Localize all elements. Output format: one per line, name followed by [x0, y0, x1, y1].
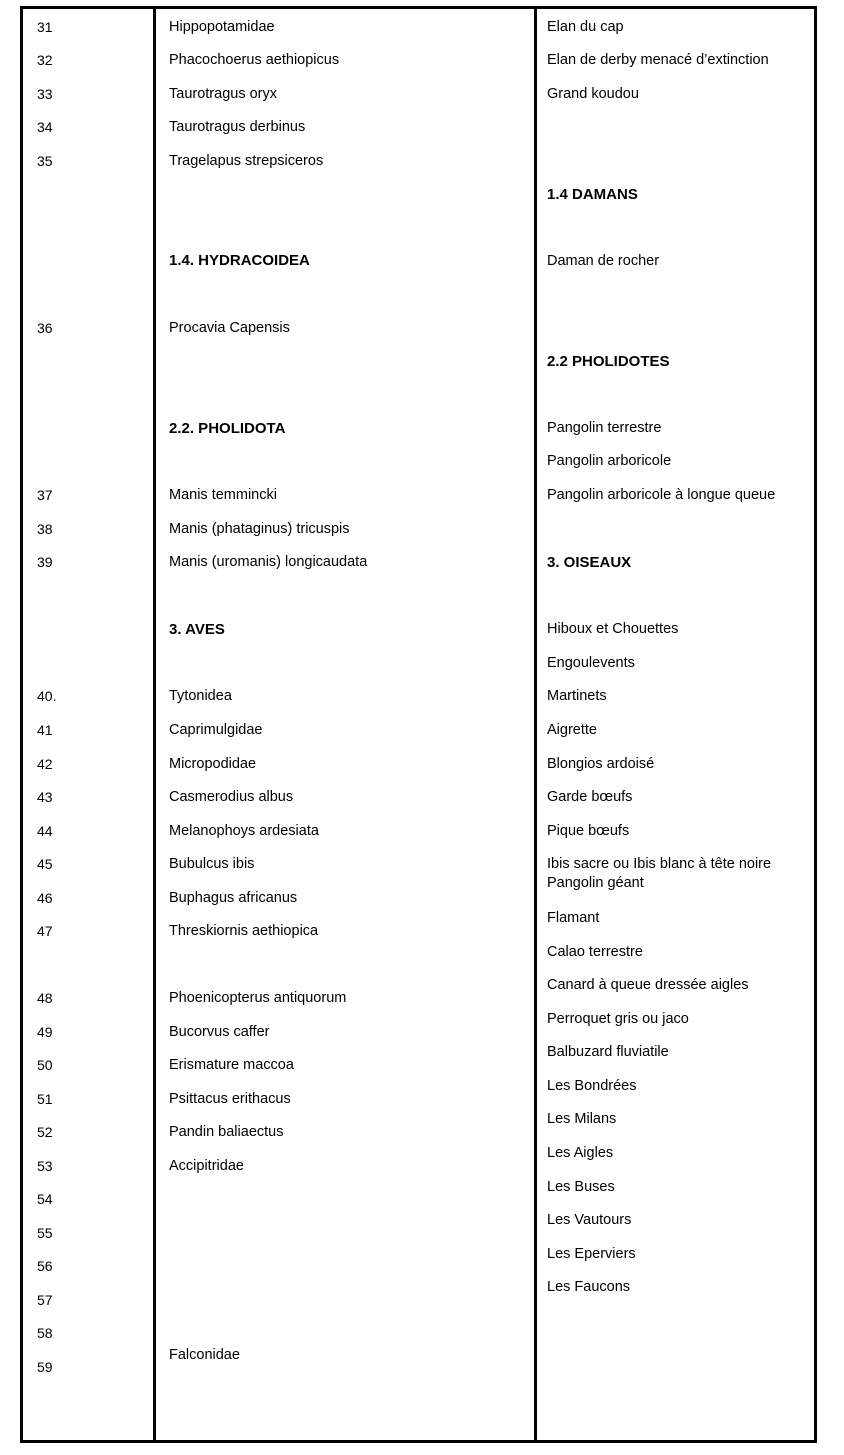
row-number-5: 36: [37, 320, 53, 336]
row-number-9: 40.: [37, 688, 57, 704]
french-name-28: Les Vautours: [547, 1212, 632, 1228]
row-number-27: 58: [37, 1325, 53, 1341]
french-name-24: Les Bondrées: [547, 1078, 637, 1094]
row-number-21: 52: [37, 1124, 53, 1140]
row-number-28: 59: [37, 1359, 53, 1375]
french-name-19: Flamant: [547, 910, 600, 926]
row-number-19: 50: [37, 1057, 53, 1073]
table-columns: [23, 9, 814, 1440]
french-name-15: Garde bœufs: [547, 789, 633, 805]
scientific-name-5: 1.4. HYDRACOIDEA: [169, 252, 310, 269]
scientific-name-13: Caprimulgidae: [169, 722, 263, 738]
french-name-12: Martinets: [547, 688, 607, 704]
column-nom-scientifique: [156, 9, 537, 1440]
french-name-1: Elan de derby menacé d’extinction: [547, 52, 769, 68]
scientific-name-16: Melanophoys ardesiata: [169, 823, 319, 839]
scientific-name-24: Pandin baliaectus: [169, 1124, 284, 1140]
scientific-name-15: Casmerodius albus: [169, 789, 294, 805]
scientific-name-4: Tragelapus strepsiceros: [169, 153, 324, 169]
scientific-name-25: Accipitridae: [169, 1158, 244, 1174]
scientific-name-2: Taurotragus oryx: [169, 86, 277, 102]
row-number-16: 47: [37, 923, 53, 939]
french-name-14: Blongios ardoisé: [547, 756, 655, 772]
scientific-name-22: Erismature maccoa: [169, 1057, 294, 1073]
french-name-13: Aigrette: [547, 722, 597, 738]
row-number-23: 54: [37, 1191, 53, 1207]
column-nom-francais: [537, 9, 814, 1440]
scientific-name-26: Falconidae: [169, 1347, 240, 1363]
column-numero: [23, 9, 156, 1440]
row-number-12: 43: [37, 789, 53, 805]
french-name-6: Pangolin terrestre: [547, 420, 662, 436]
french-name-23: Balbuzard fluviatile: [547, 1044, 669, 1060]
french-name-4: Daman de rocher: [547, 253, 660, 269]
row-number-14: 45: [37, 856, 53, 872]
scientific-cell-list: [156, 9, 534, 1440]
scientific-name-8: Manis temmincki: [169, 487, 277, 503]
scientific-name-10: Manis (uromanis) longicaudata: [169, 554, 368, 570]
french-name-5: 2.2 PHOLIDOTES: [547, 353, 670, 370]
scientific-name-18: Buphagus africanus: [169, 890, 298, 906]
scientific-name-1: Phacochoerus aethiopicus: [169, 52, 340, 68]
scientific-name-14: Micropodidae: [169, 756, 257, 772]
row-number-8: 39: [37, 554, 53, 570]
scientific-name-12: Tytonidea: [169, 688, 232, 704]
french-name-27: Les Buses: [547, 1179, 615, 1195]
scientific-name-21: Bucorvus caffer: [169, 1024, 270, 1040]
row-number-10: 41: [37, 722, 53, 738]
scientific-name-11: 3. AVES: [169, 621, 225, 638]
french-name-21: Canard à queue dressée aigles: [547, 977, 749, 993]
row-number-11: 42: [37, 756, 53, 772]
row-number-6: 37: [37, 487, 53, 503]
scientific-name-17: Bubulcus ibis: [169, 856, 255, 872]
french-name-29: Les Eperviers: [547, 1246, 636, 1262]
french-cell-list: [537, 9, 814, 1440]
row-number-0: 31: [37, 19, 53, 35]
french-name-25: Les Milans: [547, 1111, 617, 1127]
french-name-30: Les Faucons: [547, 1279, 631, 1295]
french-name-7: Pangolin arboricole: [547, 453, 672, 469]
scientific-name-7: 2.2. PHOLIDOTA: [169, 420, 286, 437]
row-number-15: 46: [37, 890, 53, 906]
french-name-11: Engoulevents: [547, 655, 635, 671]
french-name-18: Pangolin géant: [547, 875, 644, 891]
row-number-4: 35: [37, 153, 53, 169]
row-number-13: 44: [37, 823, 53, 839]
row-number-7: 38: [37, 521, 53, 537]
row-number-26: 57: [37, 1292, 53, 1308]
row-number-18: 49: [37, 1024, 53, 1040]
scientific-name-23: Psittacus erithacus: [169, 1091, 291, 1107]
scientific-name-9: Manis (phataginus) tricuspis: [169, 521, 350, 537]
row-number-1: 32: [37, 52, 53, 68]
french-name-2: Grand koudou: [547, 86, 639, 102]
french-name-3: 1.4 DAMANS: [547, 186, 638, 203]
row-number-17: 48: [37, 990, 53, 1006]
row-number-22: 53: [37, 1158, 53, 1174]
french-name-26: Les Aigles: [547, 1145, 614, 1161]
french-name-22: Perroquet gris ou jaco: [547, 1011, 689, 1027]
scientific-name-6: Procavia Capensis: [169, 320, 290, 336]
species-table: [20, 6, 817, 1443]
numero-cell-list: [23, 9, 153, 1440]
row-number-24: 55: [37, 1225, 53, 1241]
scientific-name-20: Phoenicopterus antiquorum: [169, 990, 347, 1006]
french-name-16: Pique bœufs: [547, 823, 630, 839]
row-number-2: 33: [37, 86, 53, 102]
scientific-name-3: Taurotragus derbinus: [169, 119, 306, 135]
row-number-3: 34: [37, 119, 53, 135]
row-number-20: 51: [37, 1091, 53, 1107]
french-name-10: Hiboux et Chouettes: [547, 621, 679, 637]
french-name-9: 3. OISEAUX: [547, 554, 632, 571]
french-name-17: Ibis sacre ou Ibis blanc à tête noire: [547, 856, 772, 872]
row-number-25: 56: [37, 1258, 53, 1274]
french-name-20: Calao terrestre: [547, 944, 643, 960]
scientific-name-0: Hippopotamidae: [169, 19, 275, 35]
scientific-name-19: Threskiornis aethiopica: [169, 923, 319, 939]
french-name-8: Pangolin arboricole à longue queue: [547, 487, 776, 503]
french-name-0: Elan du cap: [547, 19, 624, 35]
